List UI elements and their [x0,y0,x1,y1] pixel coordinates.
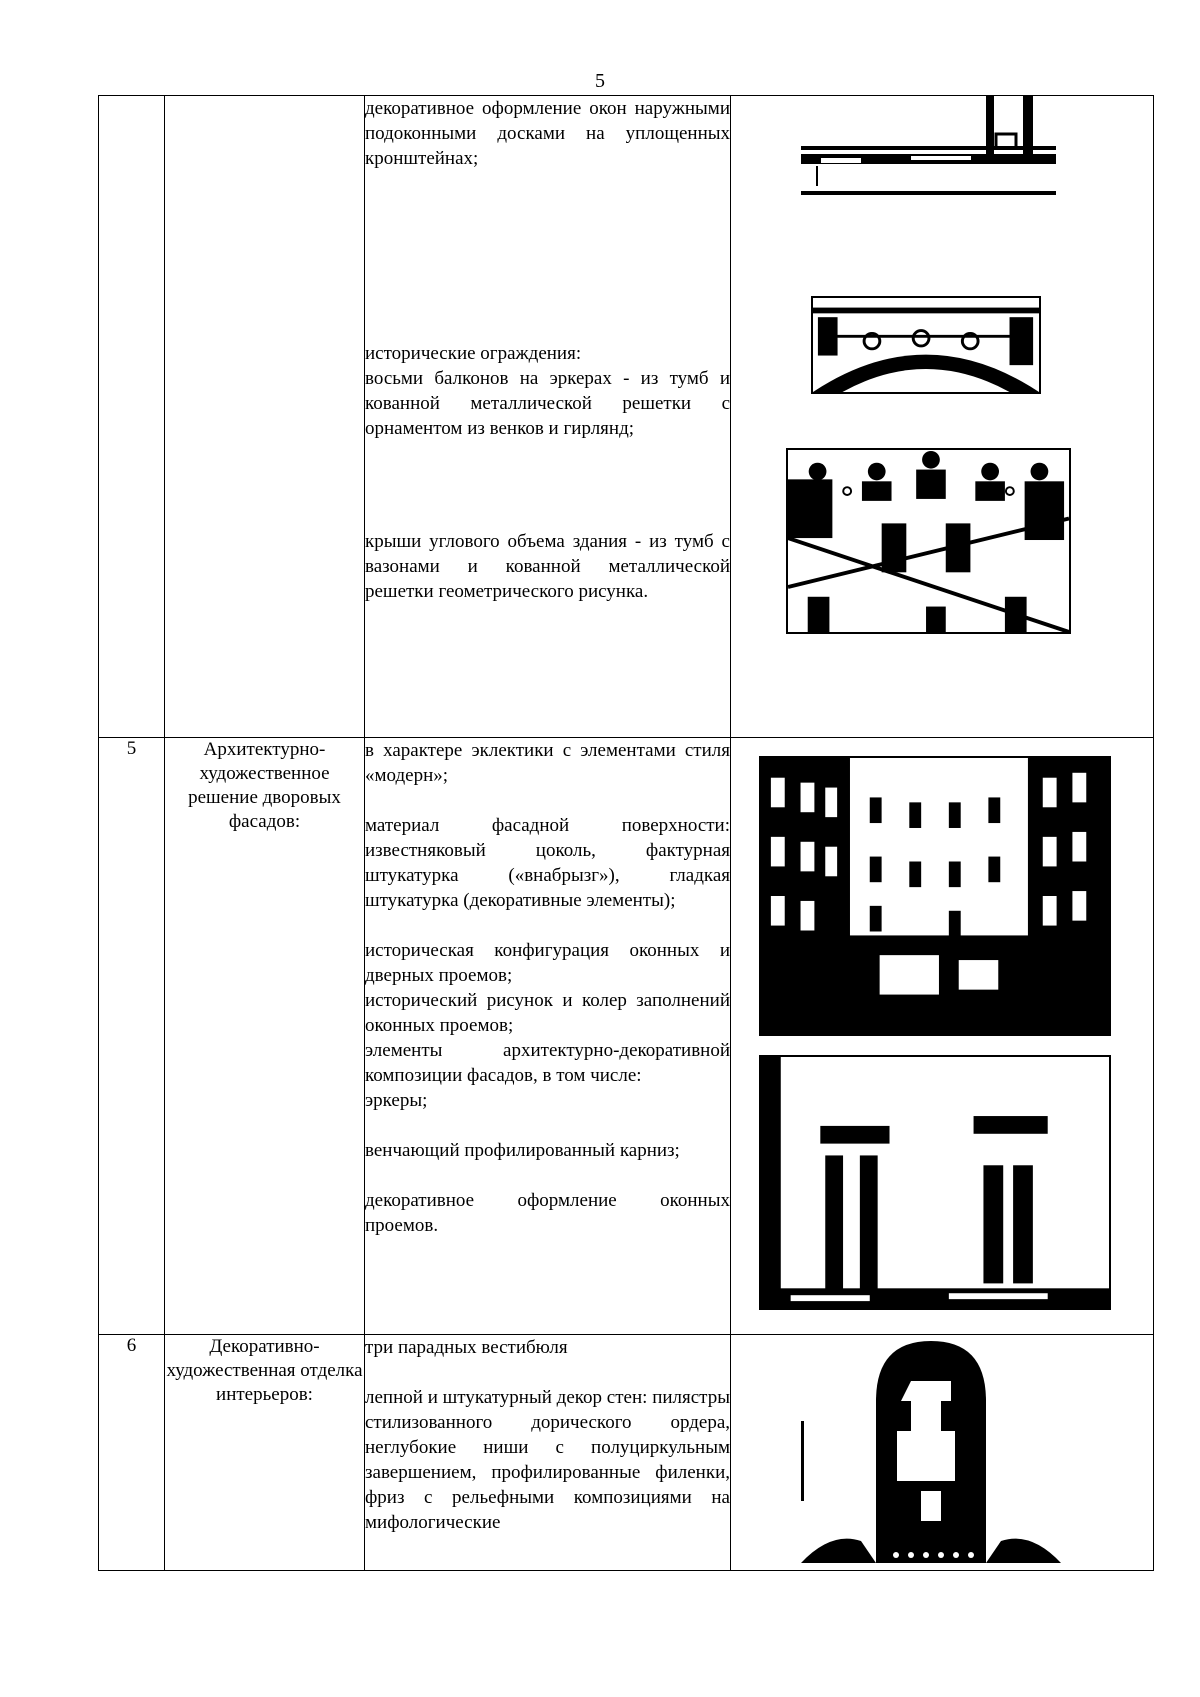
description-paragraph: историческая конфигурация оконных и дверных проемов; [365,940,730,986]
description-paragraph: три парадных вестибюля [365,1337,568,1358]
row-number: 6 [99,1335,165,1571]
description-paragraph: в характере эклектики с элементами стиля «модерн»; [365,740,730,786]
photo-cell [731,738,1154,1335]
photo-cell [731,1335,1154,1571]
description-paragraph: материал фасадной поверхности: известняковый цоколь, фактурная штукатурка («внабрызг»), гладкая штукатурка (декоративные элементы); [365,815,730,911]
row-number: 5 [99,738,165,1335]
table-row [99,96,1154,738]
section-title [165,96,365,738]
description-cell [365,96,731,738]
description-paragraph: исторический рисунок и колер заполнений оконных проемов; [365,990,730,1036]
heritage-elements-table [98,95,1154,1571]
row-number [99,96,165,738]
courtyard-facades-photo [759,756,1111,1036]
description-paragraph: крыши углового объема здания - из тумб с вазонами и кованной металлической решетки геометрического рисунка. [365,531,730,602]
window-sill-photo [801,96,1056,196]
table-row [99,1335,1154,1571]
description-paragraph: элементы архитектурно-декоративной композиции фасадов, в том числе: [365,1040,730,1086]
roof-railing-photo [786,448,1071,634]
balcony-railing-photo [811,296,1041,394]
description-paragraph: декоративное оформление окон наружными подоконными досками на уплощенных кронштейнах; [365,98,730,169]
description-cell [365,1335,731,1571]
window-decoration-photo [759,1055,1111,1310]
description-paragraph: эркеры; [365,1090,428,1111]
description-paragraph: декоративное оформление оконных проемов. [365,1190,730,1236]
vestibule-arch-photo [801,1341,1061,1563]
table-row [99,738,1154,1335]
section-title: Декоративно-художественная отделка интерьеров: [165,1335,365,1571]
description-paragraph: лепной и штукатурный декор стен: пилястры стилизованного дорического ордера, неглубокие ниши с полуциркульным завершением, профилированные филенки, фриз с рельефными композициями на мифологические [365,1387,730,1533]
photo-cell [731,96,1154,738]
description-cell [365,738,731,1335]
section-title: Архитектурно-художественное решение дворовых фасадов: [165,738,365,1335]
description-paragraph: исторические ограждения: восьми балконов на эркерах - из тумб и кованной металлической решетки с орнаментом из венков и гирлянд; [365,343,730,439]
description-paragraph: венчающий профилированный карниз; [365,1140,680,1161]
page-number: 5 [595,70,605,92]
